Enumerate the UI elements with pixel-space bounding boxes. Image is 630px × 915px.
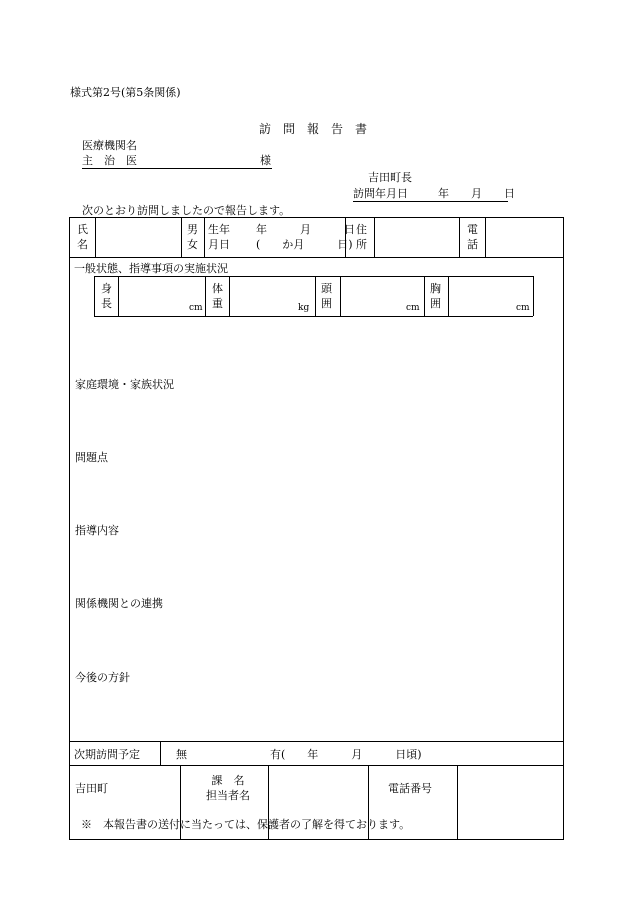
weight-label: 体 重 [212,282,223,310]
head-circumference-label: 頭 囲 [321,282,332,310]
chest-unit: cm [516,303,530,313]
head-unit: cm [406,303,420,313]
phone-label: 電 話 [467,223,478,251]
chest-circumference-label: 胸 囲 [430,282,441,310]
honorific-label: 様 [260,154,271,167]
intro-text: 次のとおり訪問しましたので報告します。 [82,204,291,217]
address-label: 住 所 [356,223,367,251]
name-label: 氏 名 [77,223,88,251]
sex-label[interactable]: 男 女 [187,223,198,251]
family-environment-heading: 家庭環境・家族状況 [75,378,174,391]
document-title: 訪 問 報 告 書 [259,122,368,136]
phone-field[interactable] [486,218,563,257]
consent-note: ※ 本報告書の送付に当たっては、保護者の了解を得ております。 [81,818,411,831]
institution-label: 医療機関名 [82,139,137,152]
doctor-line[interactable] [82,152,272,169]
name-field[interactable] [96,218,181,257]
height-label: 身 長 [101,282,112,310]
guidance-heading: 指導内容 [75,524,119,537]
cooperation-heading: 関係機関との連携 [75,597,163,610]
next-visit-none-option[interactable]: 無 [176,748,187,761]
phone-number-field[interactable] [458,766,563,839]
issuer-label: 吉田町長 [368,171,412,184]
birthdate-fields[interactable]: 年 月 日 ( か月 日) [256,223,355,251]
phone-number-label: 電話番号 [388,782,432,795]
future-policy-heading: 今後の方針 [75,671,130,684]
general-status-heading: 一般状態、指導事項の実施状況 [74,262,228,275]
next-visit-yes-option[interactable]: 有( 年 月 日頃) [270,748,422,761]
visit-date-line[interactable] [353,185,515,202]
form-number-label: 様式第2号(第5条関係) [70,86,181,99]
birthdate-label: 生年 月日 [208,223,230,251]
address-field[interactable] [375,218,459,257]
visit-date-label: 訪問年月日 [353,187,408,200]
town-label: 吉田町 [75,782,108,795]
visit-date-fields: 年 月 日 [438,187,515,200]
doctor-label: 主 治 医 [82,154,137,167]
staff-label: 課 名 担当者名 [206,774,250,802]
problems-heading: 問題点 [75,451,108,464]
weight-unit: kg [298,303,310,313]
next-visit-label: 次期訪問予定 [74,748,140,761]
height-unit: cm [189,303,203,313]
